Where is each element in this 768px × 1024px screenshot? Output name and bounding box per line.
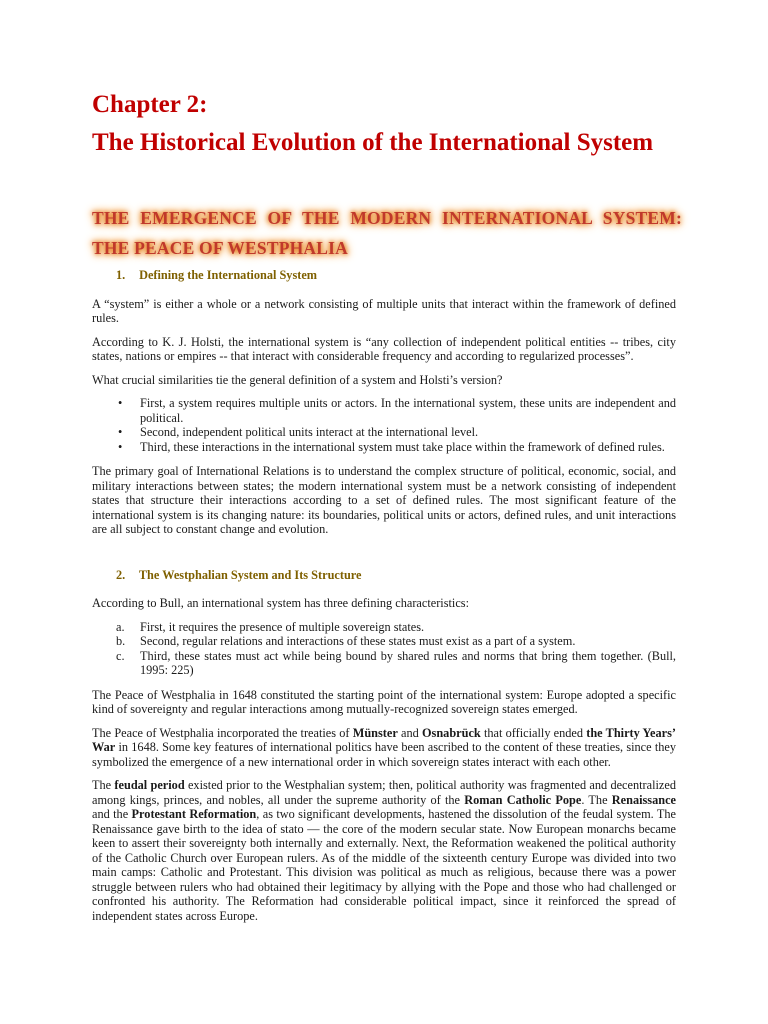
- paragraph-system-definition: A “system” is either a whole or a network consisting of multiple units that interact within the framework of defined rules.: [92, 296, 676, 325]
- bold-munster: Münster: [352, 725, 398, 740]
- paragraph-ir-goal: The primary goal of International Relations is to understand the complex structure of political, economic, social, and military interactions between states; the modern international system must be a network consisting of independent states that structure their interactions according to a set of defined rules. The most significant feature of the international system is its changing nature: its boundaries, political units or actors, defined rules, and unit interactions are all subject to constant change and evolution.: [92, 464, 676, 536]
- bold-protestant-reformation: Protestant Reformation: [131, 807, 257, 821]
- subheading-1: [116, 268, 676, 283]
- chapter-heading: [92, 86, 653, 162]
- subheading-1-number: 1.: [116, 268, 126, 282]
- text-run: and: [397, 725, 422, 740]
- text-run: in 1648. Some key features of international politics have been ascribed to the content of these treaties, since they symbolized the emergence of a new international order in which sovereign states interact with each other.: [92, 740, 676, 769]
- paragraph-bull-intro: According to Bull, an international system has three defining characteristics:: [92, 596, 469, 610]
- paragraph-feudal-period: [92, 778, 676, 923]
- subheading-1-title: Defining the International System: [139, 268, 318, 282]
- text-run: . The: [581, 792, 612, 807]
- text-run: The Peace of Westphalia incorporated the treaties of: [92, 725, 353, 740]
- list-item-text: First, a system requires multiple units or actors. In the international system, these units are independent and political.: [140, 396, 676, 425]
- bullet-marker: •: [118, 439, 123, 454]
- bullet-marker: •: [118, 396, 123, 410]
- list-item: [92, 634, 676, 649]
- alpha-marker: b.: [116, 634, 126, 648]
- paragraph-treaties: [92, 726, 676, 770]
- list-item-text: Second, independent political units interact at the international level.: [140, 425, 479, 439]
- bold-roman-catholic-pope: Roman Catholic Pope: [464, 792, 582, 807]
- subheading-2: [116, 568, 676, 583]
- paragraph-westphalia-1648: The Peace of Westphalia in 1648 constituted the starting point of the international system: Europe adopted a specific kind of sovereignty and regular interactions among mutually-recognized sovereign states emerged.: [92, 687, 676, 716]
- text-run: The: [92, 778, 115, 792]
- spacer: [92, 546, 676, 568]
- subheading-2-title: The Westphalian System and Its Structure: [138, 567, 362, 582]
- paragraph-similarities-question: What crucial similarities tie the general definition of a system and Holsti’s version?: [92, 372, 503, 387]
- bullet-list: [92, 396, 676, 454]
- list-item: [92, 425, 676, 440]
- bold-thirty-years-war: the Thirty Years’ War: [92, 725, 676, 754]
- list-item: [92, 649, 676, 678]
- text-run: existed prior to the Westphalian system; then, political authority was fragmented and decentralized among kings, princes, and nobles, all under the supreme authority of the: [92, 778, 676, 807]
- section-title-line-1: THE EMERGENCE OF THE MODERN INTERNATIONAL SYSTEM:: [92, 208, 682, 228]
- subheading-2-number: 2.: [116, 567, 126, 582]
- list-item: [92, 396, 676, 425]
- list-item-text: Third, these interactions in the international system must take place within the framework of defined rules.: [140, 439, 665, 454]
- list-item-text: Third, these states must act while being bound by shared rules and norms that bring them together. (Bull, 1995: 225): [140, 648, 676, 677]
- chapter-number: Chapter 2:: [92, 91, 208, 118]
- bold-feudal-period: feudal period: [114, 778, 185, 792]
- chapter-title: The Historical Evolution of the International System: [92, 129, 654, 156]
- bold-osnabruck: Osnabrück: [421, 725, 481, 740]
- bold-renaissance: Renaissance: [611, 792, 676, 807]
- section-title-line-2: THE PEACE OF WESTPHALIA: [92, 238, 348, 258]
- paragraph-holsti-definition: According to K. J. Holsti, the international system is “any collection of independent political entities -- tribes, city states, nations or empires -- that interact with considerable frequency and according to regularized processes”.: [92, 334, 676, 363]
- text-run: and the: [92, 807, 132, 821]
- alpha-list: [92, 620, 676, 678]
- list-item-text: Second, regular relations and interactions of these states must exist as a part of a system.: [140, 634, 576, 648]
- text-run: , as two significant developments, hastened the dissolution of the feudal system. The Renaissance gave birth to the idea of stato — the core of the modern secular state. Now European monarchs became keen to assert their sovereignty both internally and externally. Next, the Reformation weakened the political authority of the Catholic Church over European rulers. As of the middle of the sixteenth century Europe was divided into two main camps: Catholic and Protestant. This division was political as much as religious, because there was a power struggle between rulers who had obtained their legitimacy by allying with the Pope and those who had challenged or confronted his authority. The Reformation had considerable political impact, since it reinforced the spread of independent states across Europe.: [92, 807, 677, 923]
- body-content: [92, 268, 676, 932]
- section-title: [92, 203, 682, 263]
- alpha-marker: a.: [116, 619, 125, 634]
- list-item-text: First, it requires the presence of multiple sovereign states.: [140, 619, 425, 634]
- text-run: that officially ended: [480, 725, 587, 740]
- bullet-marker: •: [118, 425, 123, 439]
- list-item: [92, 620, 676, 635]
- list-item: [92, 440, 676, 455]
- alpha-marker: c.: [116, 648, 125, 663]
